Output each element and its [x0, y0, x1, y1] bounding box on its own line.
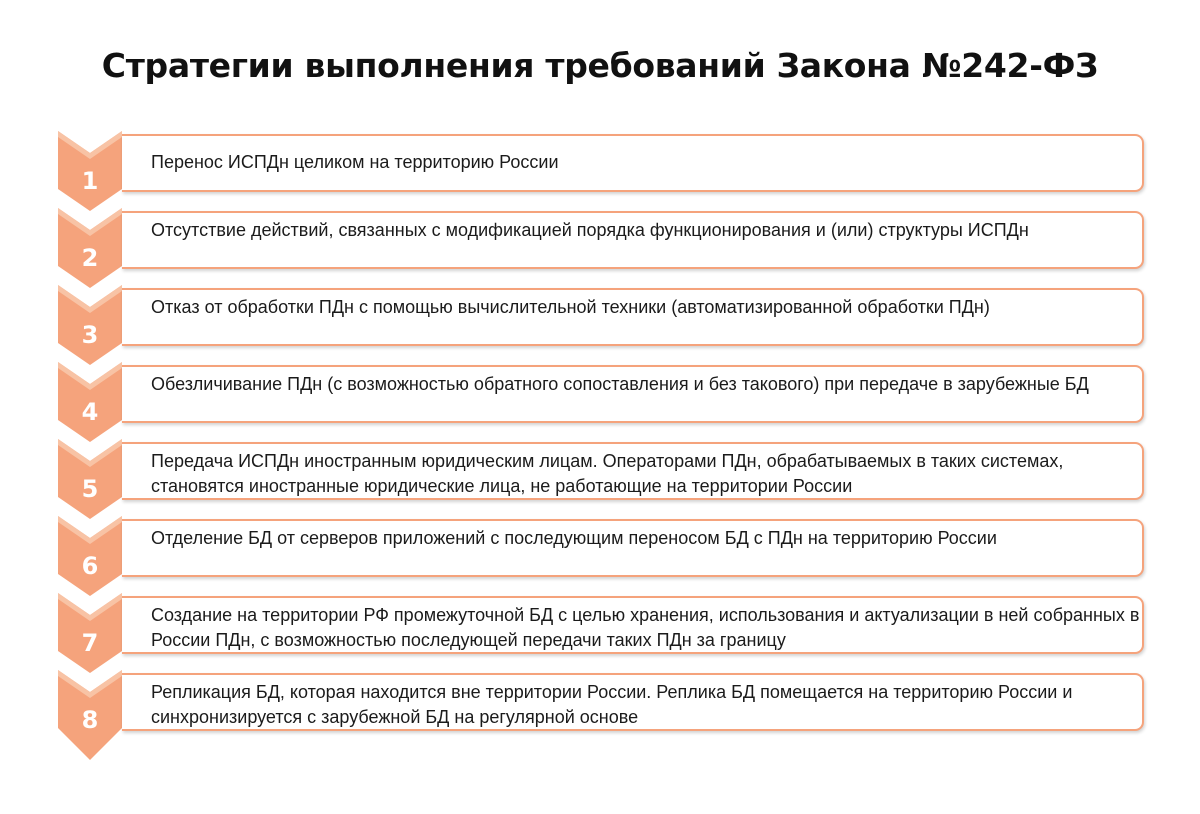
step-text: Обезличивание ПДн (с возможностью обратного сопоставления и без такового) при передаче в зарубежные БД: [151, 374, 1089, 394]
step-box: [122, 673, 1144, 731]
step-text: Отделение БД от серверов приложений с последующим переносом БД с ПДн на территорию России: [151, 528, 997, 548]
step-text: Перенос ИСПДн целиком на территорию России: [151, 152, 559, 172]
step-text: Создание на территории РФ промежуточной БД с целью хранения, использования и актуализации в ней собранных в России ПДн, с возможностью последующей передачи таких ПДн за границу: [151, 605, 1140, 650]
step-box: [122, 442, 1144, 500]
step-number: 7: [81, 629, 99, 657]
step-text: Передача ИСПДн иностранным юридическим лицам. Операторами ПДн, обрабатываемых в таких системах, становятся иностранные юридические лица, не работающие на территории России: [151, 451, 1064, 496]
step-box: [122, 596, 1144, 654]
step-3: [0, 285, 1200, 365]
step-4: [0, 362, 1200, 442]
step-box: [122, 211, 1144, 269]
step-box: [122, 288, 1144, 346]
step-number: 2: [81, 244, 99, 272]
step-number: 3: [81, 321, 99, 349]
step-number: 1: [81, 167, 99, 195]
step-box: [122, 365, 1144, 423]
step-text: Репликация БД, которая находится вне территории России. Реплика БД помещается на территорию России и синхронизируется с зарубежной БД на регулярной основе: [151, 682, 1073, 727]
step-text: Отказ от обработки ПДн с помощью вычислительной техники (автоматизированной обработки ПДн): [151, 297, 990, 317]
step-1: [0, 131, 1200, 211]
step-number: 4: [81, 398, 99, 426]
step-number: 6: [81, 552, 99, 580]
step-8: [0, 670, 1200, 750]
step-number: 5: [81, 475, 99, 503]
step-box: [122, 134, 1144, 192]
step-7: [0, 593, 1200, 673]
step-6: [0, 516, 1200, 596]
step-5: [0, 439, 1200, 519]
step-2: [0, 208, 1200, 288]
step-text: Отсутствие действий, связанных с модификацией порядка функционирования и (или) структуры ИСПДн: [151, 220, 1029, 240]
page-title: Стратегии выполнения требований Закона №242-ФЗ: [101, 46, 1099, 85]
step-number: 8: [81, 706, 99, 734]
step-box: [122, 519, 1144, 577]
